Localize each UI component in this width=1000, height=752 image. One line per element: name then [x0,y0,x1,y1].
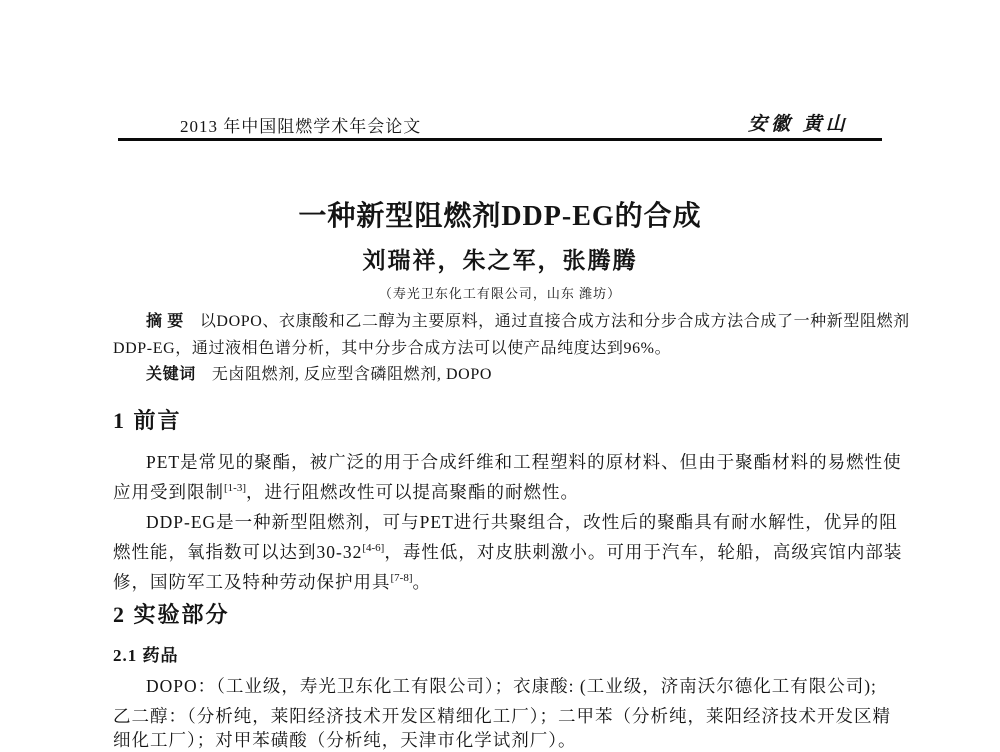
abstract-line-1 [146,308,910,331]
paragraph-1-line-1: PET是常见的聚酯，被广泛的用于合成纤维和工程塑料的原材料、但由于聚酯材料的易燃性使 [146,452,902,472]
paragraph-2-line-2 [113,539,902,564]
paragraph-3-line-1: DOPO：（工业级，寿光卫东化工有限公司）；衣康酸: (工业级，济南沃尔德化工有限公司); [146,676,877,696]
abstract-label: 摘 要 [146,313,184,330]
keywords-label: 关键词 [146,366,196,383]
section-2-heading: 2 实验部分 [113,602,230,627]
running-head-location: 安徽 黄山 [748,114,849,135]
keywords-line [146,361,492,384]
section-2-1-subheading: 2.1 药品 [113,646,179,665]
paper-affiliation: （寿光卫东化工有限公司，山东 潍坊） [378,286,622,301]
paper-authors: 刘瑞祥，朱之军，张腾腾 [362,248,638,273]
paragraph-2-line-2-tail: ，毒性低，对皮肤刺激小。可用于汽车，轮船，高级宾馆内部装 [384,542,903,562]
paragraph-1-line-2-text: 应用受到限制 [113,482,224,502]
citation-ref-2: [4-6] [362,542,385,555]
section-1-heading: 1 前言 [113,408,182,433]
citation-ref-1: [1-3] [224,482,246,495]
header-rule [118,138,882,141]
citation-ref-3: [7-8] [390,572,413,585]
paragraph-1-line-2-tail: ，进行阻燃改性可以提高聚酯的耐燃性。 [246,482,579,502]
keywords-text: 无卤阻燃剂, 反应型含磷阻燃剂, DOPO [211,366,492,383]
paragraph-2-line-3-text: 修，国防军工及特种劳动保护用具 [113,572,391,592]
abstract-line-2: DDP-EG，通过液相色谱分析，其中分步合成方法可以使产品纯度达到96%。 [113,340,672,357]
paragraph-2-line-3 [113,569,431,594]
paragraph-2-line-1: DDP-EG是一种新型阻燃剂，可与PET进行共聚组合，改性后的聚酯具有耐水解性，优异的阻 [146,512,898,532]
running-head-conference: 2013 年中国阻燃学术年会论文 [180,117,422,136]
abstract-text-1: 以DOPO、衣康酸和乙二醇为主要原料，通过直接合成方法和分步合成方法合成了一种新型阻燃剂 [199,313,910,330]
paragraph-3-line-2: 乙二醇：（分析纯，莱阳经济技术开发区精细化工厂）；二甲苯（分析纯，莱阳经济技术开发区精 [113,706,891,726]
paragraph-2-line-3-tail: 。 [412,572,431,592]
paragraph-2-line-2-text: 燃性能，氧指数可以达到30-32 [113,542,363,562]
paper-title: 一种新型阻燃剂DDP-EG的合成 [298,201,702,232]
paragraph-1-line-2 [113,479,579,504]
paragraph-3-line-3-clipped: 细化工厂）；对甲苯磺酸（分析纯，天津市化学试剂厂）。 [113,730,577,750]
